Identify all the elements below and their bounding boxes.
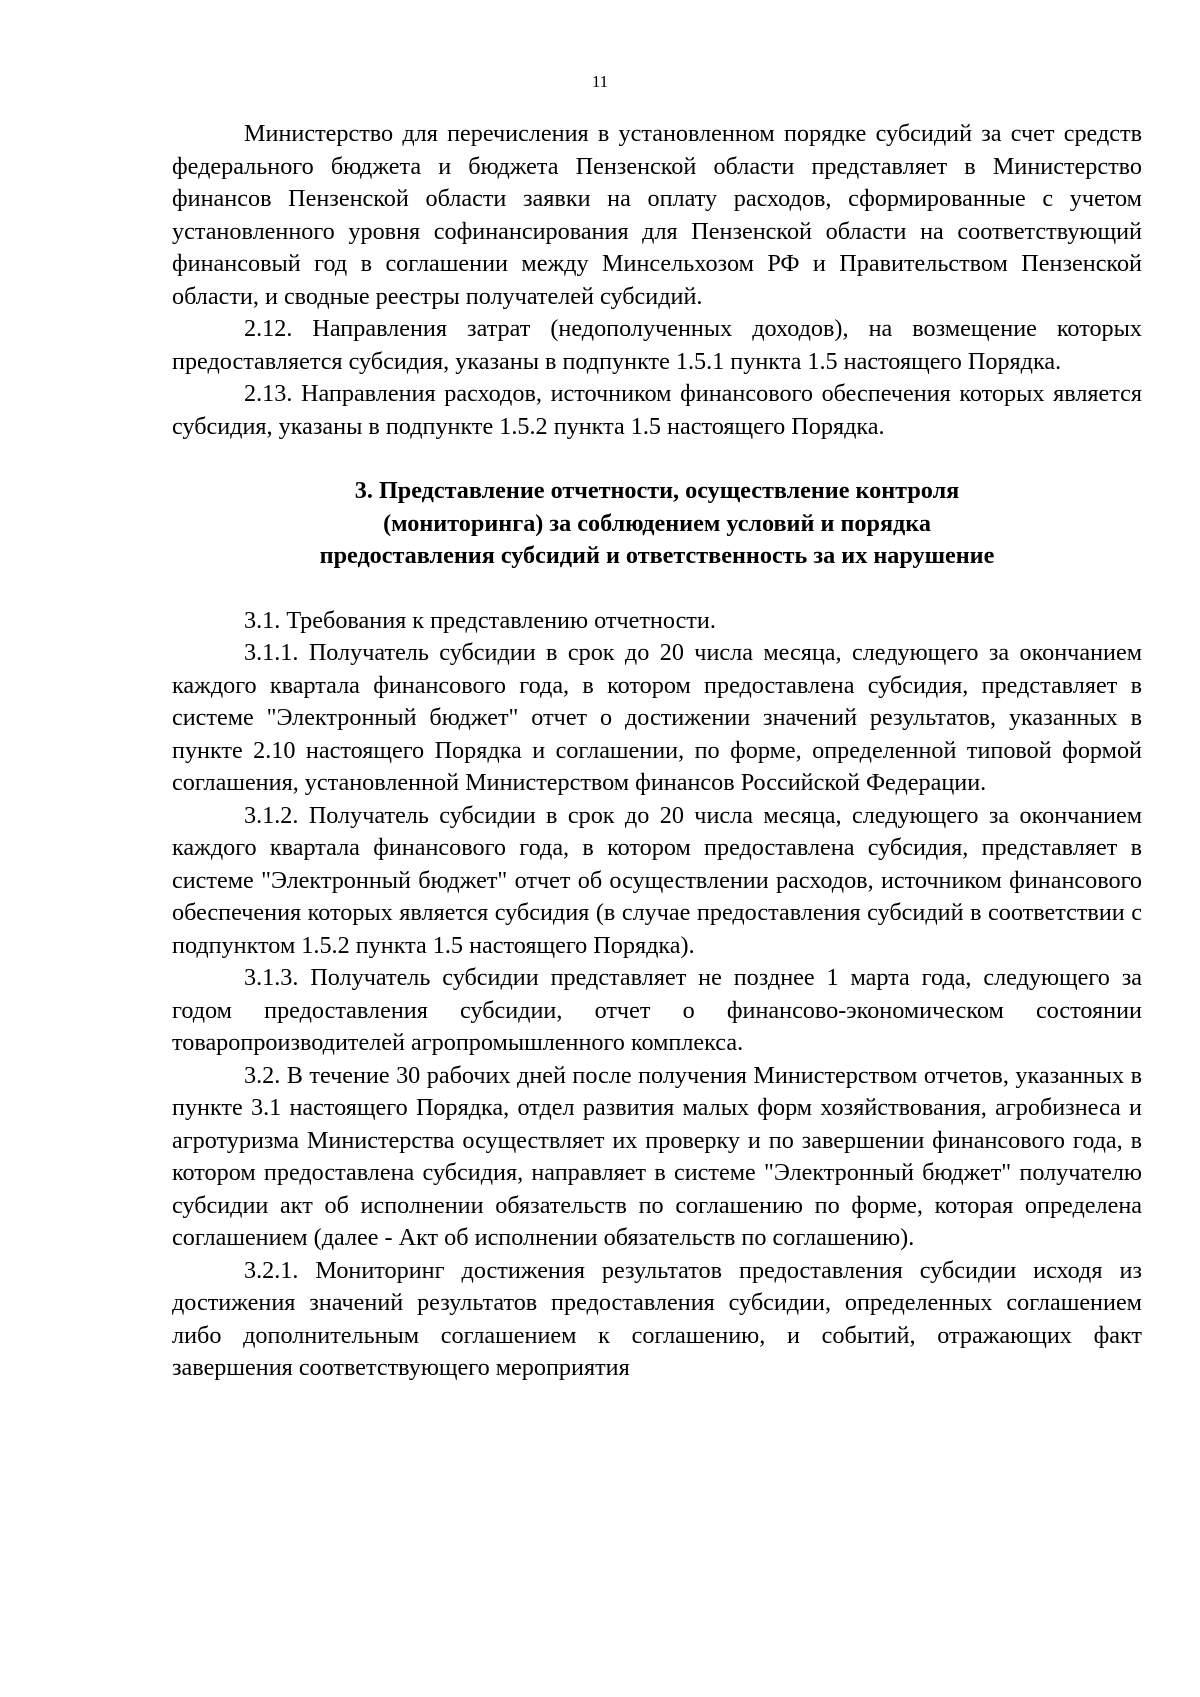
section-heading-line: предоставления субсидий и ответственность за их нарушение: [319, 542, 995, 569]
paragraph-3-2: 3.2. В течение 30 рабочих дней после получения Министерством отчетов, указанных в пункте 3.1 настоящего Порядка, отдел развития малых форм хозяйствования, агробизнеса и агротуризма Министерства осуществляет их проверку и по завершении финансового года, в котором предоставлена субсидия, направляет в системе "Электронный бюджет" получателю субсидии акт об исполнении обязательств по соглашению по форме, которая определена соглашением (далее - Акт об исполнении обязательств по соглашению).: [172, 1061, 1142, 1251]
section-heading-line: 3. Представление отчетности, осуществление контроля: [354, 477, 960, 504]
section-heading-line: (мониторинга) за соблюдением условий и порядка: [383, 509, 931, 537]
paragraph-3-2-1: 3.2.1. Мониторинг достижения результатов предоставления субсидии исходя из достижения значений результатов предоставления субсидии, определенных соглашением либо дополнительным соглашением к соглашению, и событий, отражающих факт завершения соответствующего мероприятия: [172, 1256, 1142, 1381]
document-body: [172, 118, 1142, 1385]
paragraph-3-1: 3.1. Требования к представлению отчетности.: [244, 606, 716, 634]
paragraph-3-1-2: 3.1.2. Получатель субсидии в срок до 20 числа месяца, следующего за окончанием каждого квартала финансового года, в котором предоставлена субсидия, представляет в системе "Электронный бюджет" отчет об осуществлении расходов, источником финансового обеспечения которых является субсидия (в случае предоставления субсидий в соответствии с подпунктом 1.5.2 пункта 1.5 настоящего Порядка).: [172, 801, 1142, 959]
page-number: 11: [591, 72, 609, 91]
paragraph-3-1-1: 3.1.1. Получатель субсидии в срок до 20 числа месяца, следующего за окончанием каждого квартала финансового года, в котором предоставлена субсидия, представляет в системе "Электронный бюджет" отчет о достижении значений результатов, указанных в пункте 2.10 настоящего Порядка и соглашении, по форме, определенной типовой формой соглашения, установленной Министерством финансов Российской Федерации.: [172, 639, 1142, 796]
paragraph-3-1-3: 3.1.3. Получатель субсидии представляет не позднее 1 марта года, следующего за годом предоставления субсидии, отчет о финансово-экономическом состоянии товаропроизводителей агропромышленного комплекса.: [172, 964, 1142, 1056]
paragraph-2-13: 2.13. Направления расходов, источником финансового обеспечения которых является субсидия, указаны в подпункте 1.5.2 пункта 1.5 настоящего Порядка.: [172, 380, 1142, 440]
section-heading: [172, 475, 1142, 573]
paragraph-ministry-requests: Министерство для перечисления в установленном порядке субсидий за счет средств федерального бюджета и бюджета Пензенской области представляет в Министерство финансов Пензенской области заявки на оплату расходов, сформированные с учетом установленного уровня софинансирования для Пензенской области на соответствующий финансовый год в соглашении между Минсельхозом РФ и Правительством Пензенской области, и сводные реестры получателей субсидий.: [172, 120, 1142, 310]
paragraph-2-12: 2.12. Направления затрат (недополученных доходов), на возмещение которых предоставляется субсидия, указаны в подпункте 1.5.1 пункта 1.5 настоящего Порядка.: [172, 315, 1142, 375]
